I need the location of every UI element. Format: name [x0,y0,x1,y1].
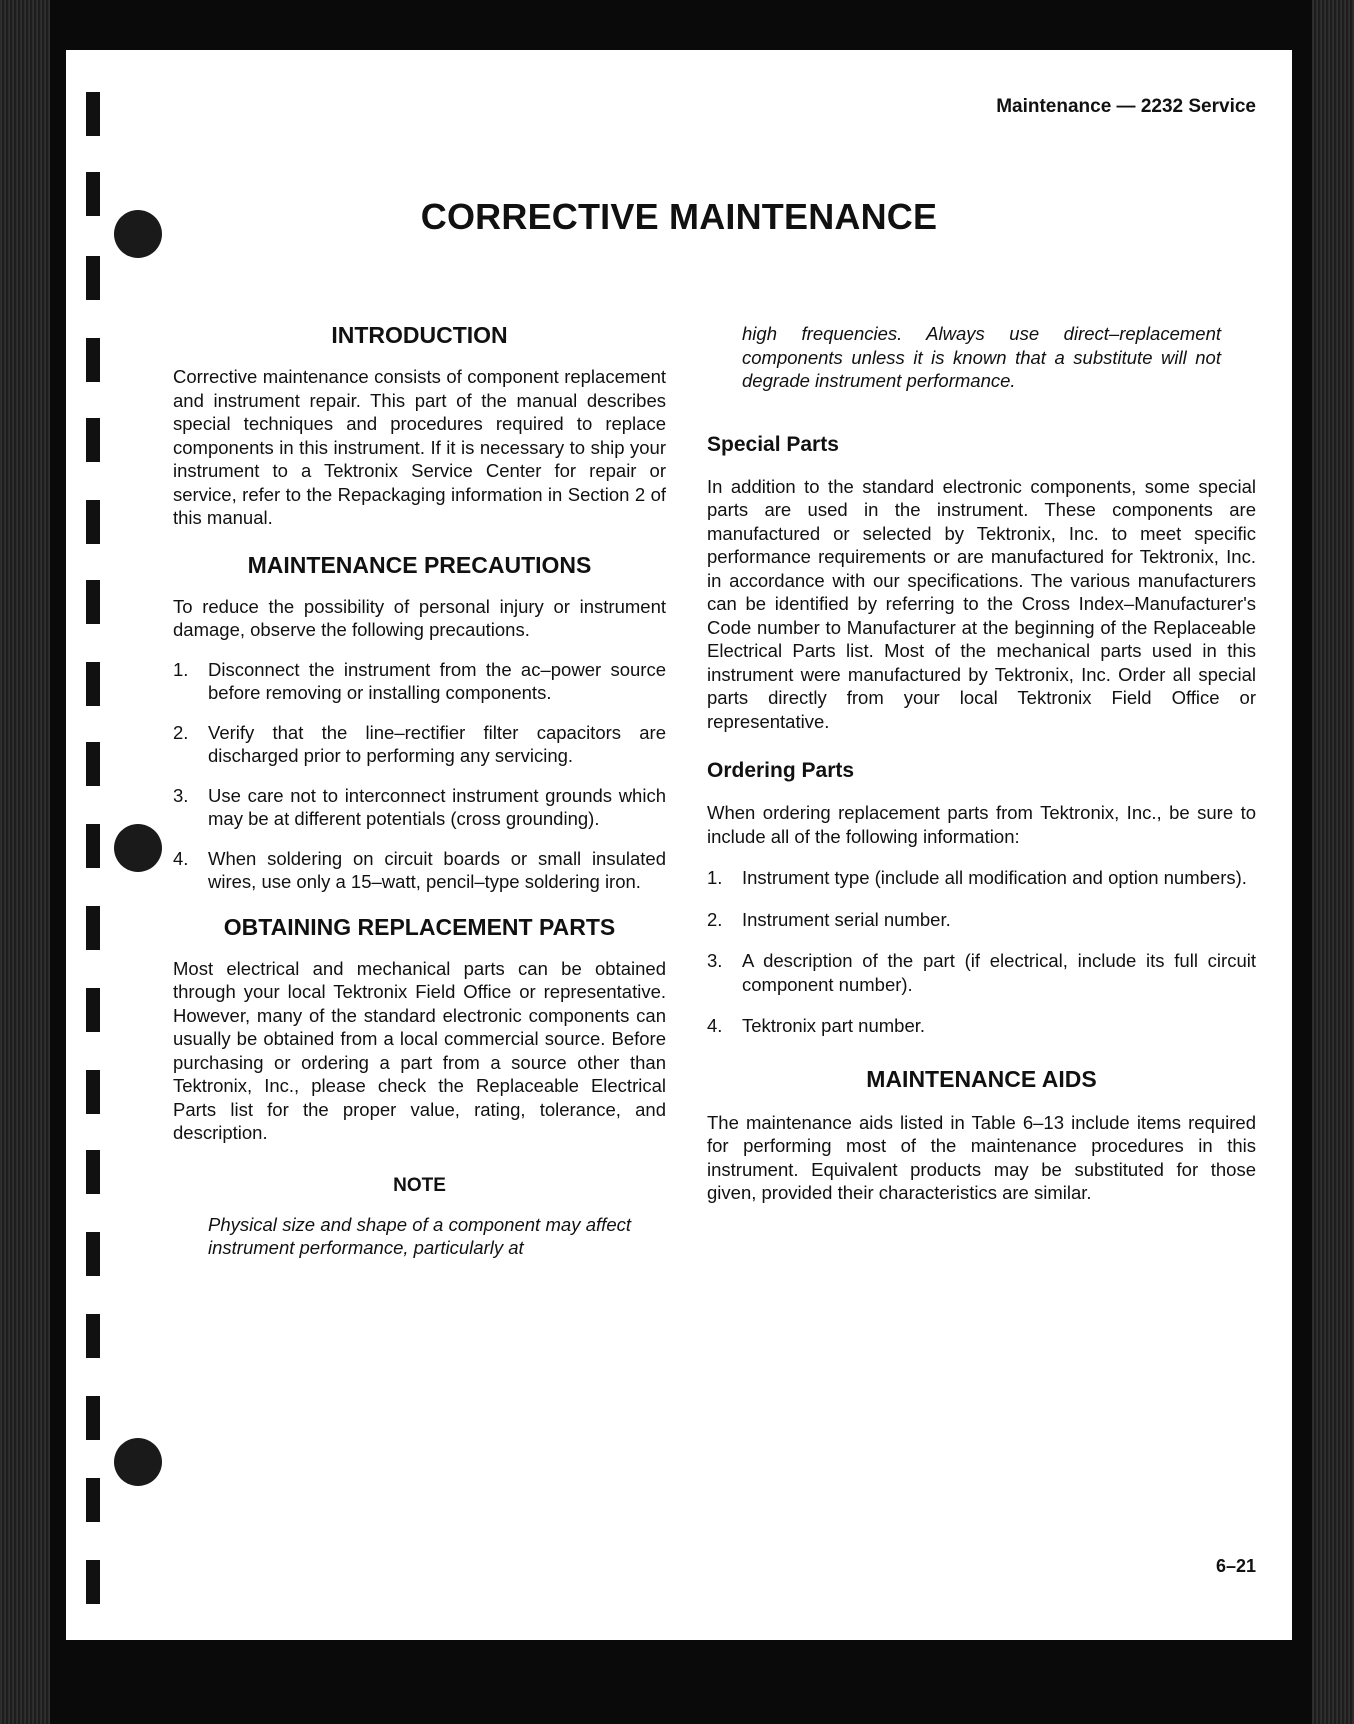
list-item [707,908,1256,932]
list-item-text: Tektronix part number. [742,1015,926,1036]
binder-mark [86,256,100,300]
list-item-number: 2. [707,908,723,930]
list-item [173,784,666,831]
introduction-heading: INTRODUCTION [331,322,508,348]
binder-mark [86,1150,100,1194]
page-number: 6–21 [1215,1556,1256,1576]
scan-border-right [1312,0,1354,1724]
page-title: CORRECTIVE MAINTENANCE [420,196,938,237]
binder-mark [86,824,100,868]
binder-mark [86,742,100,786]
precautions-list [173,658,666,894]
obtaining-body: Most electrical and mechanical parts can be obtained through your local Tektronix Field Office or representative. However, many of the standard electronic components can usually be obtained from a local commercial source. Before purchasing or ordering a part from a source other than Tektronix, Inc., please check the Replaceable Electrical Parts list for the proper value, rating, tolerance, and description. [173,957,666,1143]
binder-hole [114,824,162,872]
list-item-number: 3. [707,950,723,971]
list-item [707,866,1256,890]
ordering-parts-heading: Ordering Parts [707,759,855,782]
list-item-number: 1. [173,658,189,680]
list-item-text: Verify that the line–rectifier filter capacitors are discharged prior to performing any servicing. [208,721,666,766]
binder-mark [86,1478,100,1522]
list-item-number: 4. [707,1015,723,1036]
list-item [173,847,666,894]
list-item-number: 2. [173,721,189,743]
binder-mark [86,1314,100,1358]
right-column [707,270,1256,1205]
left-column [173,270,666,1260]
binder-mark [86,1232,100,1276]
note-body: Physical size and shape of a component may affect instrument performance, particularly at [208,1213,631,1258]
list-item [173,658,666,705]
list-item-text: Disconnect the instrument from the ac–power source before removing or installing components. [208,658,666,703]
list-item [707,949,1256,996]
list-item-number: 4. [173,847,189,869]
ordering-parts-list [707,866,1256,1038]
binder-mark [86,988,100,1032]
precautions-heading: MAINTENANCE PRECAUTIONS [247,551,592,578]
binder-mark [86,906,100,950]
binder-mark [86,662,100,706]
binder-mark [86,580,100,624]
list-item-number: 1. [707,867,723,888]
document-page [66,50,1292,1640]
binder-mark [86,500,100,544]
maintenance-aids-heading: MAINTENANCE AIDS [866,1065,1097,1092]
special-parts-body: In addition to the standard electronic components, some special parts are used in the instrument. These components are manufactured or selected by Tektronix, Inc. to meet specific performance requirements or are manufactured for Tektronix, Inc. in accordance with our specifications. The various manufacturers can be identified by referring to the Cross Index–Manufacturer's Code number to Manufacturer at the beginning of the Replaceable Electrical Parts list. Most of the mechanical parts used in this instrument were manufactured by Tektronix, Inc. Order all special parts directly from your local Tektronix Field Office or representative. [707,475,1256,732]
binder-hole [114,1438,162,1486]
obtaining-heading: OBTAINING REPLACEMENT PARTS [223,913,616,940]
maintenance-aids-body: The maintenance aids listed in Table 6–13 include items required for performing most of the maintenance procedures in this instrument. Equivalent products may be substituted for those given, provided their characteristics are similar. [707,1111,1256,1203]
special-parts-heading: Special Parts [707,432,839,456]
binder-mark [86,1070,100,1114]
binder-mark [86,1396,100,1440]
list-item [173,721,666,768]
list-item-text: Use care not to interconnect instrument grounds which may be at different potentials (cross grounding). [208,784,666,829]
running-head: Maintenance — 2232 Service [996,96,1256,117]
scan-border-left [0,0,50,1724]
note-body-continued: high frequencies. Always use direct–replacement components unless it is known that a substitute will not degrade instrument performance. [742,323,1221,391]
precautions-intro: To reduce the possibility of personal injury or instrument damage, observe the following precautions. [173,595,666,640]
list-item-text: When soldering on circuit boards or small insulated wires, use only a 15–watt, pencil–type soldering iron. [208,847,666,892]
binder-mark [86,338,100,382]
note-heading: NOTE [393,1174,446,1196]
introduction-body: Corrective maintenance consists of component replacement and instrument repair. This part of the manual describes special techniques and procedures required to replace components in this instrument. If it is necessary to ship your instrument to a Tektronix Service Center for repair or service, refer to the Repackaging information in Section 2 of this manual. [173,366,666,528]
ordering-parts-intro: When ordering replacement parts from Tektronix, Inc., be sure to include all of the following information: [707,802,1256,847]
list-item-text: Instrument serial number. [742,908,951,930]
binder-mark [86,1560,100,1604]
binder-mark [86,418,100,462]
binder-mark [86,92,100,136]
list-item [707,1014,1256,1038]
list-item-text: Instrument type (include all modification and option numbers). [742,867,1247,888]
list-item-number: 3. [173,784,189,806]
list-item-text: A description of the part (if electrical, include its full circuit component number). [742,950,1256,995]
